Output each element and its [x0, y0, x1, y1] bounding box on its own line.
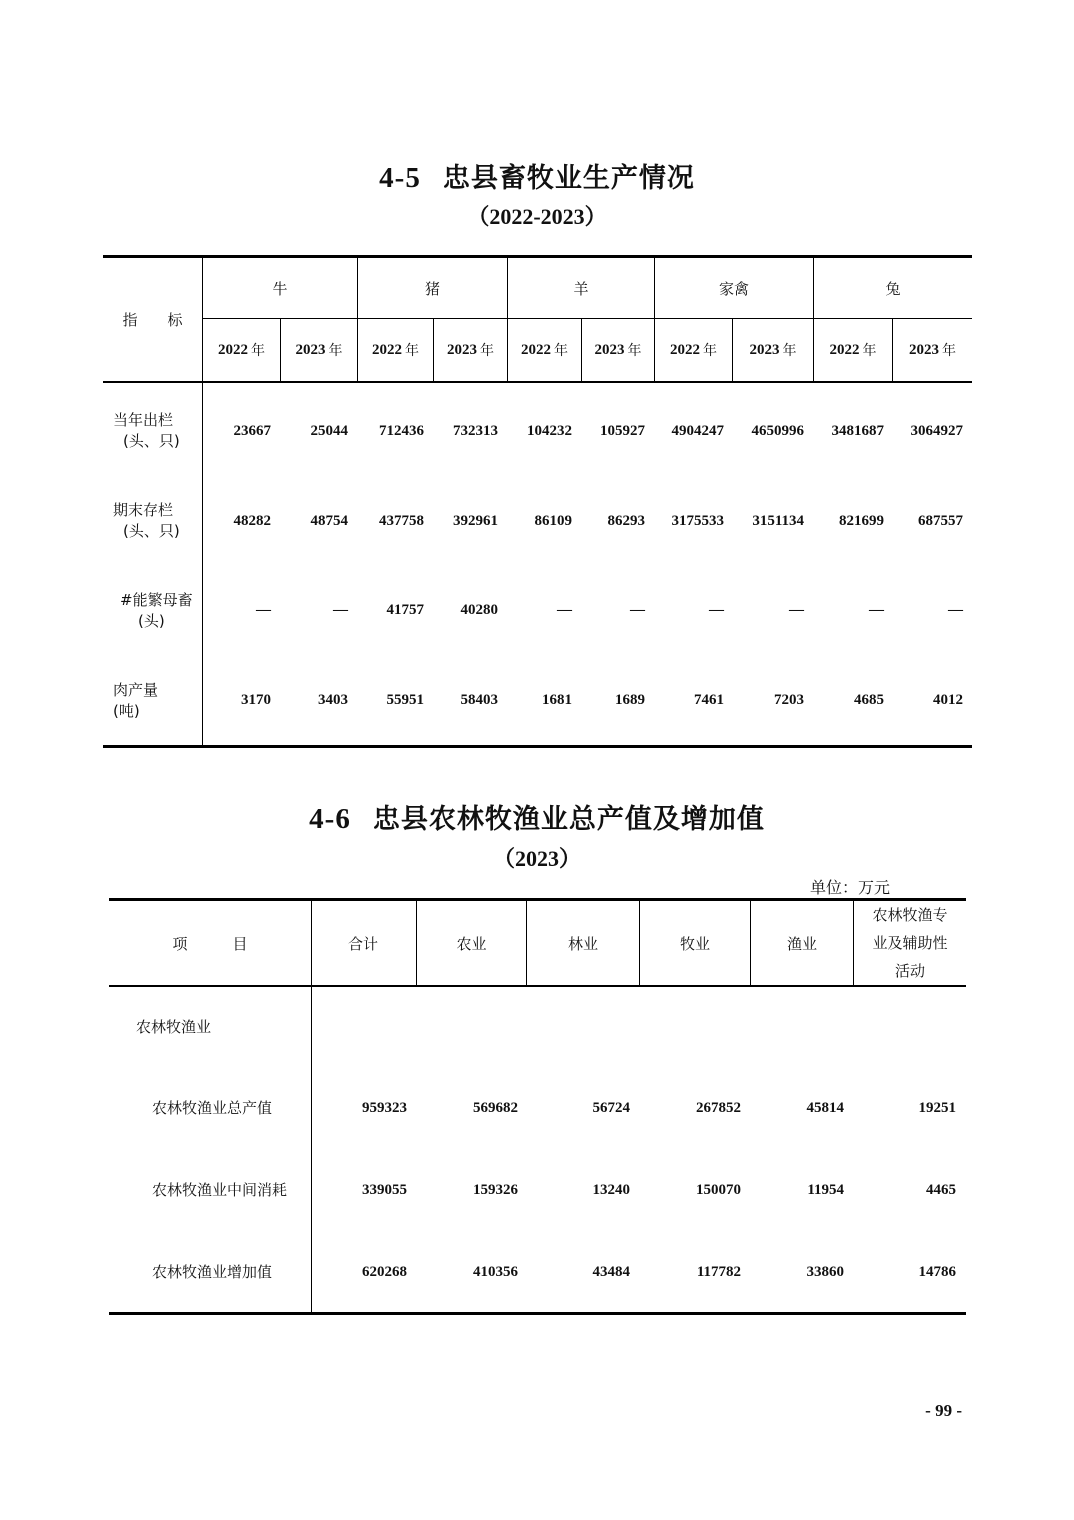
table-cell: 86293	[607, 512, 645, 529]
table-cell: —	[557, 601, 572, 618]
col-agriculture: 农业	[456, 934, 487, 953]
year-header	[508, 319, 581, 381]
table-cell: 43484	[592, 1263, 630, 1280]
year-header	[358, 319, 433, 381]
row-label-line2: (头)	[138, 612, 165, 630]
row-label-line1: #能繁母畜	[120, 591, 193, 609]
row-label-intermediate-consumption: 农林牧渔业中间消耗	[152, 1181, 288, 1199]
table-cell: 150070	[696, 1181, 741, 1198]
table-cell: 620268	[362, 1263, 407, 1280]
table-cell: 267852	[696, 1099, 741, 1116]
col-services	[854, 901, 966, 985]
table-cell: 4012	[933, 691, 963, 708]
table1-title	[0, 156, 1074, 195]
table-cell: 3403	[318, 691, 348, 708]
table-cell: 159326	[473, 1181, 518, 1198]
item-header: 项 目	[172, 934, 248, 953]
table-cell: 1681	[542, 691, 572, 708]
table-cell: 3170	[241, 691, 271, 708]
year-header	[582, 319, 654, 381]
year-value: 2022	[521, 341, 551, 358]
table1-number: 4-5	[379, 162, 421, 194]
table-cell: 339055	[362, 1181, 407, 1198]
table-cell: —	[256, 601, 271, 618]
table1-subtitle: （2022-2023）	[467, 204, 607, 229]
table-cell: 1689	[615, 691, 645, 708]
table2-title	[0, 797, 1074, 836]
table-cell: 86109	[534, 512, 572, 529]
table-cell: —	[869, 601, 884, 618]
indicator-header: 指 标	[122, 311, 183, 329]
table-cell: 41757	[386, 601, 424, 618]
table-cell: 4650996	[751, 422, 804, 439]
table2-subtitle: （2023）	[492, 846, 581, 871]
table-cell: 58403	[460, 691, 498, 708]
table-cell: 569682	[473, 1099, 518, 1116]
page-number: - 99 -	[925, 1401, 962, 1420]
category-rabbit: 兔	[885, 279, 901, 298]
group-label: 农林牧渔业	[136, 1018, 212, 1036]
year-suffix: 年	[554, 343, 568, 359]
table-cell: 11954	[807, 1181, 844, 1198]
year-suffix: 年	[862, 343, 877, 359]
table-cell: 40280	[460, 601, 498, 618]
table-cell: 3151134	[752, 512, 804, 529]
col-animal-husbandry: 牧业	[679, 934, 710, 953]
row-label-line2: (头、只)	[123, 522, 180, 540]
table-cell: 712436	[379, 422, 424, 439]
table-cell: —	[630, 601, 645, 618]
table1-bottom-rule	[103, 745, 972, 748]
table2-bottom-rule	[109, 1312, 966, 1315]
table-cell: 437758	[379, 512, 424, 529]
year-suffix: 年	[405, 343, 419, 359]
row-label-line2: (吨)	[113, 702, 140, 720]
table-cell: 4685	[854, 691, 884, 708]
table-cell: —	[948, 601, 963, 618]
year-value: 2022	[829, 341, 860, 358]
table-cell: 14786	[918, 1263, 956, 1280]
table1-header-bottom-rule	[103, 381, 972, 383]
year-suffix: 年	[942, 343, 956, 359]
year-header	[281, 319, 357, 381]
table-cell: —	[709, 601, 724, 618]
year-value: 2022	[670, 341, 700, 358]
col-services-line3: 活动	[894, 962, 925, 980]
year-value: 2022	[218, 341, 248, 358]
table-cell: 959323	[362, 1099, 407, 1116]
year-value: 2023	[447, 341, 477, 358]
table-cell: 687557	[918, 512, 963, 529]
table-cell: 104232	[527, 422, 572, 439]
col-services-line2: 业及辅助性	[872, 934, 948, 952]
row-label-line2: (头、只)	[123, 432, 180, 450]
col-fishery: 渔业	[786, 934, 817, 953]
table-cell: 105927	[600, 422, 645, 439]
year-value: 2022	[372, 341, 402, 358]
col-services-line1: 农林牧渔专	[872, 906, 948, 924]
row-label-line1: 期末存栏	[113, 501, 174, 519]
row-label-value-added: 农林牧渔业增加值	[152, 1263, 273, 1281]
table-cell: 45814	[806, 1099, 844, 1116]
table-cell: 48754	[310, 512, 348, 529]
table-cell: 19251	[918, 1099, 956, 1116]
unit-label: 单位：万元	[810, 878, 891, 897]
year-value: 2023	[295, 341, 326, 358]
year-header	[733, 319, 813, 381]
table2-number: 4-6	[309, 803, 351, 835]
row-label-stock	[113, 500, 180, 542]
year-header	[893, 319, 972, 381]
table-cell: 4904247	[671, 422, 724, 439]
category-cattle: 牛	[272, 279, 288, 298]
category-sheep: 羊	[573, 279, 589, 298]
year-suffix: 年	[703, 343, 717, 359]
row-label-slaughter	[113, 410, 180, 452]
table-cell: 821699	[839, 512, 884, 529]
year-value: 2023	[594, 341, 625, 358]
row-label-breeding-sows	[120, 590, 193, 632]
table-cell: 4465	[926, 1181, 956, 1198]
table1-title-text: 忠县畜牧业生产情况	[442, 163, 695, 194]
table-cell: 56724	[592, 1099, 630, 1116]
table-cell: 33860	[806, 1263, 844, 1280]
col-total: 合计	[348, 934, 379, 953]
table2-header-bottom-rule	[109, 985, 966, 987]
table-cell: 117782	[696, 1263, 741, 1280]
table2-title-text: 忠县农林牧渔业总产值及增加值	[372, 804, 765, 835]
table-cell: 25044	[310, 422, 348, 439]
row-label-line1: 当年出栏	[113, 411, 174, 429]
table-cell: 3064927	[910, 422, 963, 439]
year-suffix: 年	[251, 343, 265, 359]
table-cell: —	[789, 601, 804, 618]
year-header	[655, 319, 732, 381]
year-header	[434, 319, 507, 381]
table-cell: 48282	[233, 512, 271, 529]
col-forestry: 林业	[567, 934, 598, 953]
year-value: 2023	[749, 341, 780, 358]
category-pig: 猪	[424, 279, 440, 298]
year-header	[814, 319, 892, 381]
table-cell: 732313	[453, 422, 498, 439]
year-suffix: 年	[782, 343, 797, 359]
row-label-gross-output: 农林牧渔业总产值	[152, 1099, 273, 1117]
year-header	[203, 319, 280, 381]
table-cell: 392961	[453, 512, 498, 529]
table-cell: 7461	[694, 691, 724, 708]
table-cell: 13240	[592, 1181, 630, 1198]
table-cell: 7203	[774, 691, 804, 708]
year-suffix: 年	[480, 343, 494, 359]
table-cell: 410356	[473, 1263, 518, 1280]
table-cell: —	[333, 601, 348, 618]
year-suffix: 年	[328, 343, 343, 359]
table-cell: 3175533	[671, 512, 724, 529]
row-label-meat-output	[113, 680, 158, 722]
table-cell: 23667	[233, 422, 271, 439]
category-poultry: 家禽	[718, 279, 749, 298]
table-cell: 55951	[386, 691, 424, 708]
year-suffix: 年	[627, 343, 642, 359]
row-label-line1: 肉产量	[113, 681, 159, 699]
year-value: 2023	[909, 341, 939, 358]
table-cell: 3481687	[831, 422, 884, 439]
